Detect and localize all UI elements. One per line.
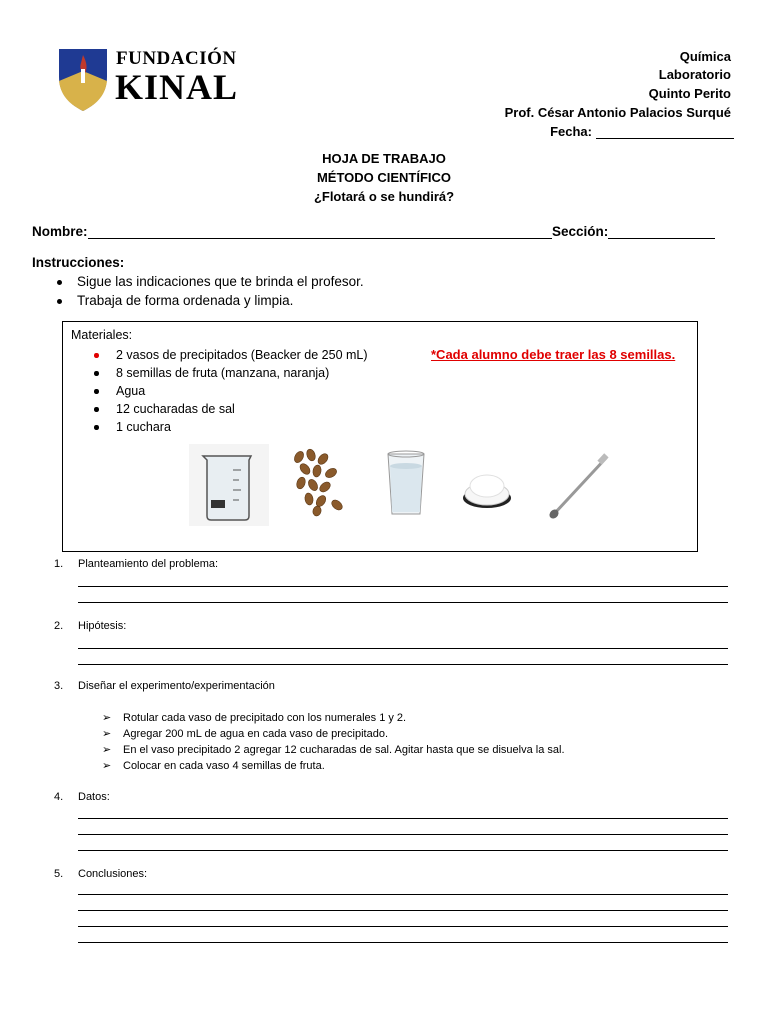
worksheet-subtitle: MÉTODO CIENTÍFICO xyxy=(316,170,452,185)
name-label: Nombre: xyxy=(32,224,88,239)
answer-line[interactable] xyxy=(78,942,728,943)
step-item: Colocar en cada vaso 4 semillas de fruta. xyxy=(123,760,325,772)
arrow-bullet: ➢ xyxy=(102,712,112,724)
section-label-datos: Datos: xyxy=(78,791,110,803)
arrow-bullet: ➢ xyxy=(102,744,112,756)
material-bullet xyxy=(94,407,99,412)
section-line[interactable] xyxy=(608,238,715,239)
section-number: 4. xyxy=(54,791,64,803)
section-label-experimento: Diseñar el experimento/experimentación xyxy=(78,680,275,692)
answer-line[interactable] xyxy=(78,818,728,819)
instruction-item: Sigue las indicaciones que te brinda el profesor. xyxy=(77,274,364,289)
section-number: 5. xyxy=(54,868,64,880)
instruction-bullet xyxy=(57,280,62,285)
answer-line[interactable] xyxy=(78,910,728,911)
answer-line[interactable] xyxy=(78,602,728,603)
arrow-bullet: ➢ xyxy=(102,760,112,772)
salt-bowl-image xyxy=(462,466,512,512)
material-item: 12 cucharadas de sal xyxy=(116,402,235,416)
material-bullet xyxy=(94,389,99,394)
date-line[interactable] xyxy=(596,138,734,139)
section-number: 2. xyxy=(54,620,64,632)
material-item: Agua xyxy=(116,384,146,398)
water-glass-image xyxy=(385,450,427,518)
header-grade: Quinto Perito xyxy=(648,86,731,101)
material-bullet xyxy=(94,425,99,430)
logo-text-kinal: KINAL xyxy=(115,67,239,107)
seeds-note: *Cada alumno debe traer las 8 semillas. xyxy=(431,347,676,362)
arrow-bullet: ➢ xyxy=(102,728,112,740)
beaker-image xyxy=(189,444,269,526)
step-item: Rotular cada vaso de precipitado con los numerales 1 y 2. xyxy=(123,712,407,724)
answer-line[interactable] xyxy=(78,850,728,851)
seeds-image xyxy=(289,447,349,517)
name-line[interactable] xyxy=(88,238,552,239)
step-item: Agregar 200 mL de agua en cada vaso de precipitado. xyxy=(123,728,388,740)
section-number: 3. xyxy=(54,680,64,692)
answer-line[interactable] xyxy=(78,664,728,665)
logo-text-fundacion: FUNDACIÓN xyxy=(116,48,237,69)
section-label: Sección: xyxy=(552,224,609,239)
header-teacher: Prof. César Antonio Palacios Surqué xyxy=(504,105,731,120)
worksheet-question: ¿Flotará o se hundirá? xyxy=(313,189,455,204)
materials-heading: Materiales: xyxy=(71,328,133,342)
header-type: Laboratorio xyxy=(658,67,731,82)
answer-line[interactable] xyxy=(78,926,728,927)
section-label-problema: Planteamiento del problema: xyxy=(78,558,219,570)
section-label-hipotesis: Hipótesis: xyxy=(78,620,127,632)
answer-line[interactable] xyxy=(78,648,728,649)
answer-line[interactable] xyxy=(78,586,728,587)
step-item: En el vaso precipitado 2 agregar 12 cucharadas de sal. Agitar hasta que se disuelva la sal. xyxy=(123,744,565,756)
material-item: 8 semillas de fruta (manzana, naranja) xyxy=(116,366,330,380)
instructions-heading: Instrucciones: xyxy=(32,255,125,270)
header-date-label: Fecha: xyxy=(550,124,592,139)
material-bullet xyxy=(94,371,99,376)
material-bullet-red xyxy=(94,353,99,358)
answer-line[interactable] xyxy=(78,894,728,895)
material-item: 2 vasos de precipitados (Beacker de 250 mL) xyxy=(116,348,368,362)
section-label-conclusiones: Conclusiones: xyxy=(78,868,148,880)
answer-line[interactable] xyxy=(78,834,728,835)
kinal-shield-logo xyxy=(57,47,109,113)
instruction-bullet xyxy=(57,299,62,304)
header-subject: Química xyxy=(679,49,731,64)
material-item: 1 cuchara xyxy=(116,420,171,434)
instruction-item: Trabaja de forma ordenada y limpia. xyxy=(77,293,294,308)
worksheet-title: HOJA DE TRABAJO xyxy=(322,151,446,166)
spoon-image xyxy=(544,452,614,522)
section-number: 1. xyxy=(54,558,64,570)
